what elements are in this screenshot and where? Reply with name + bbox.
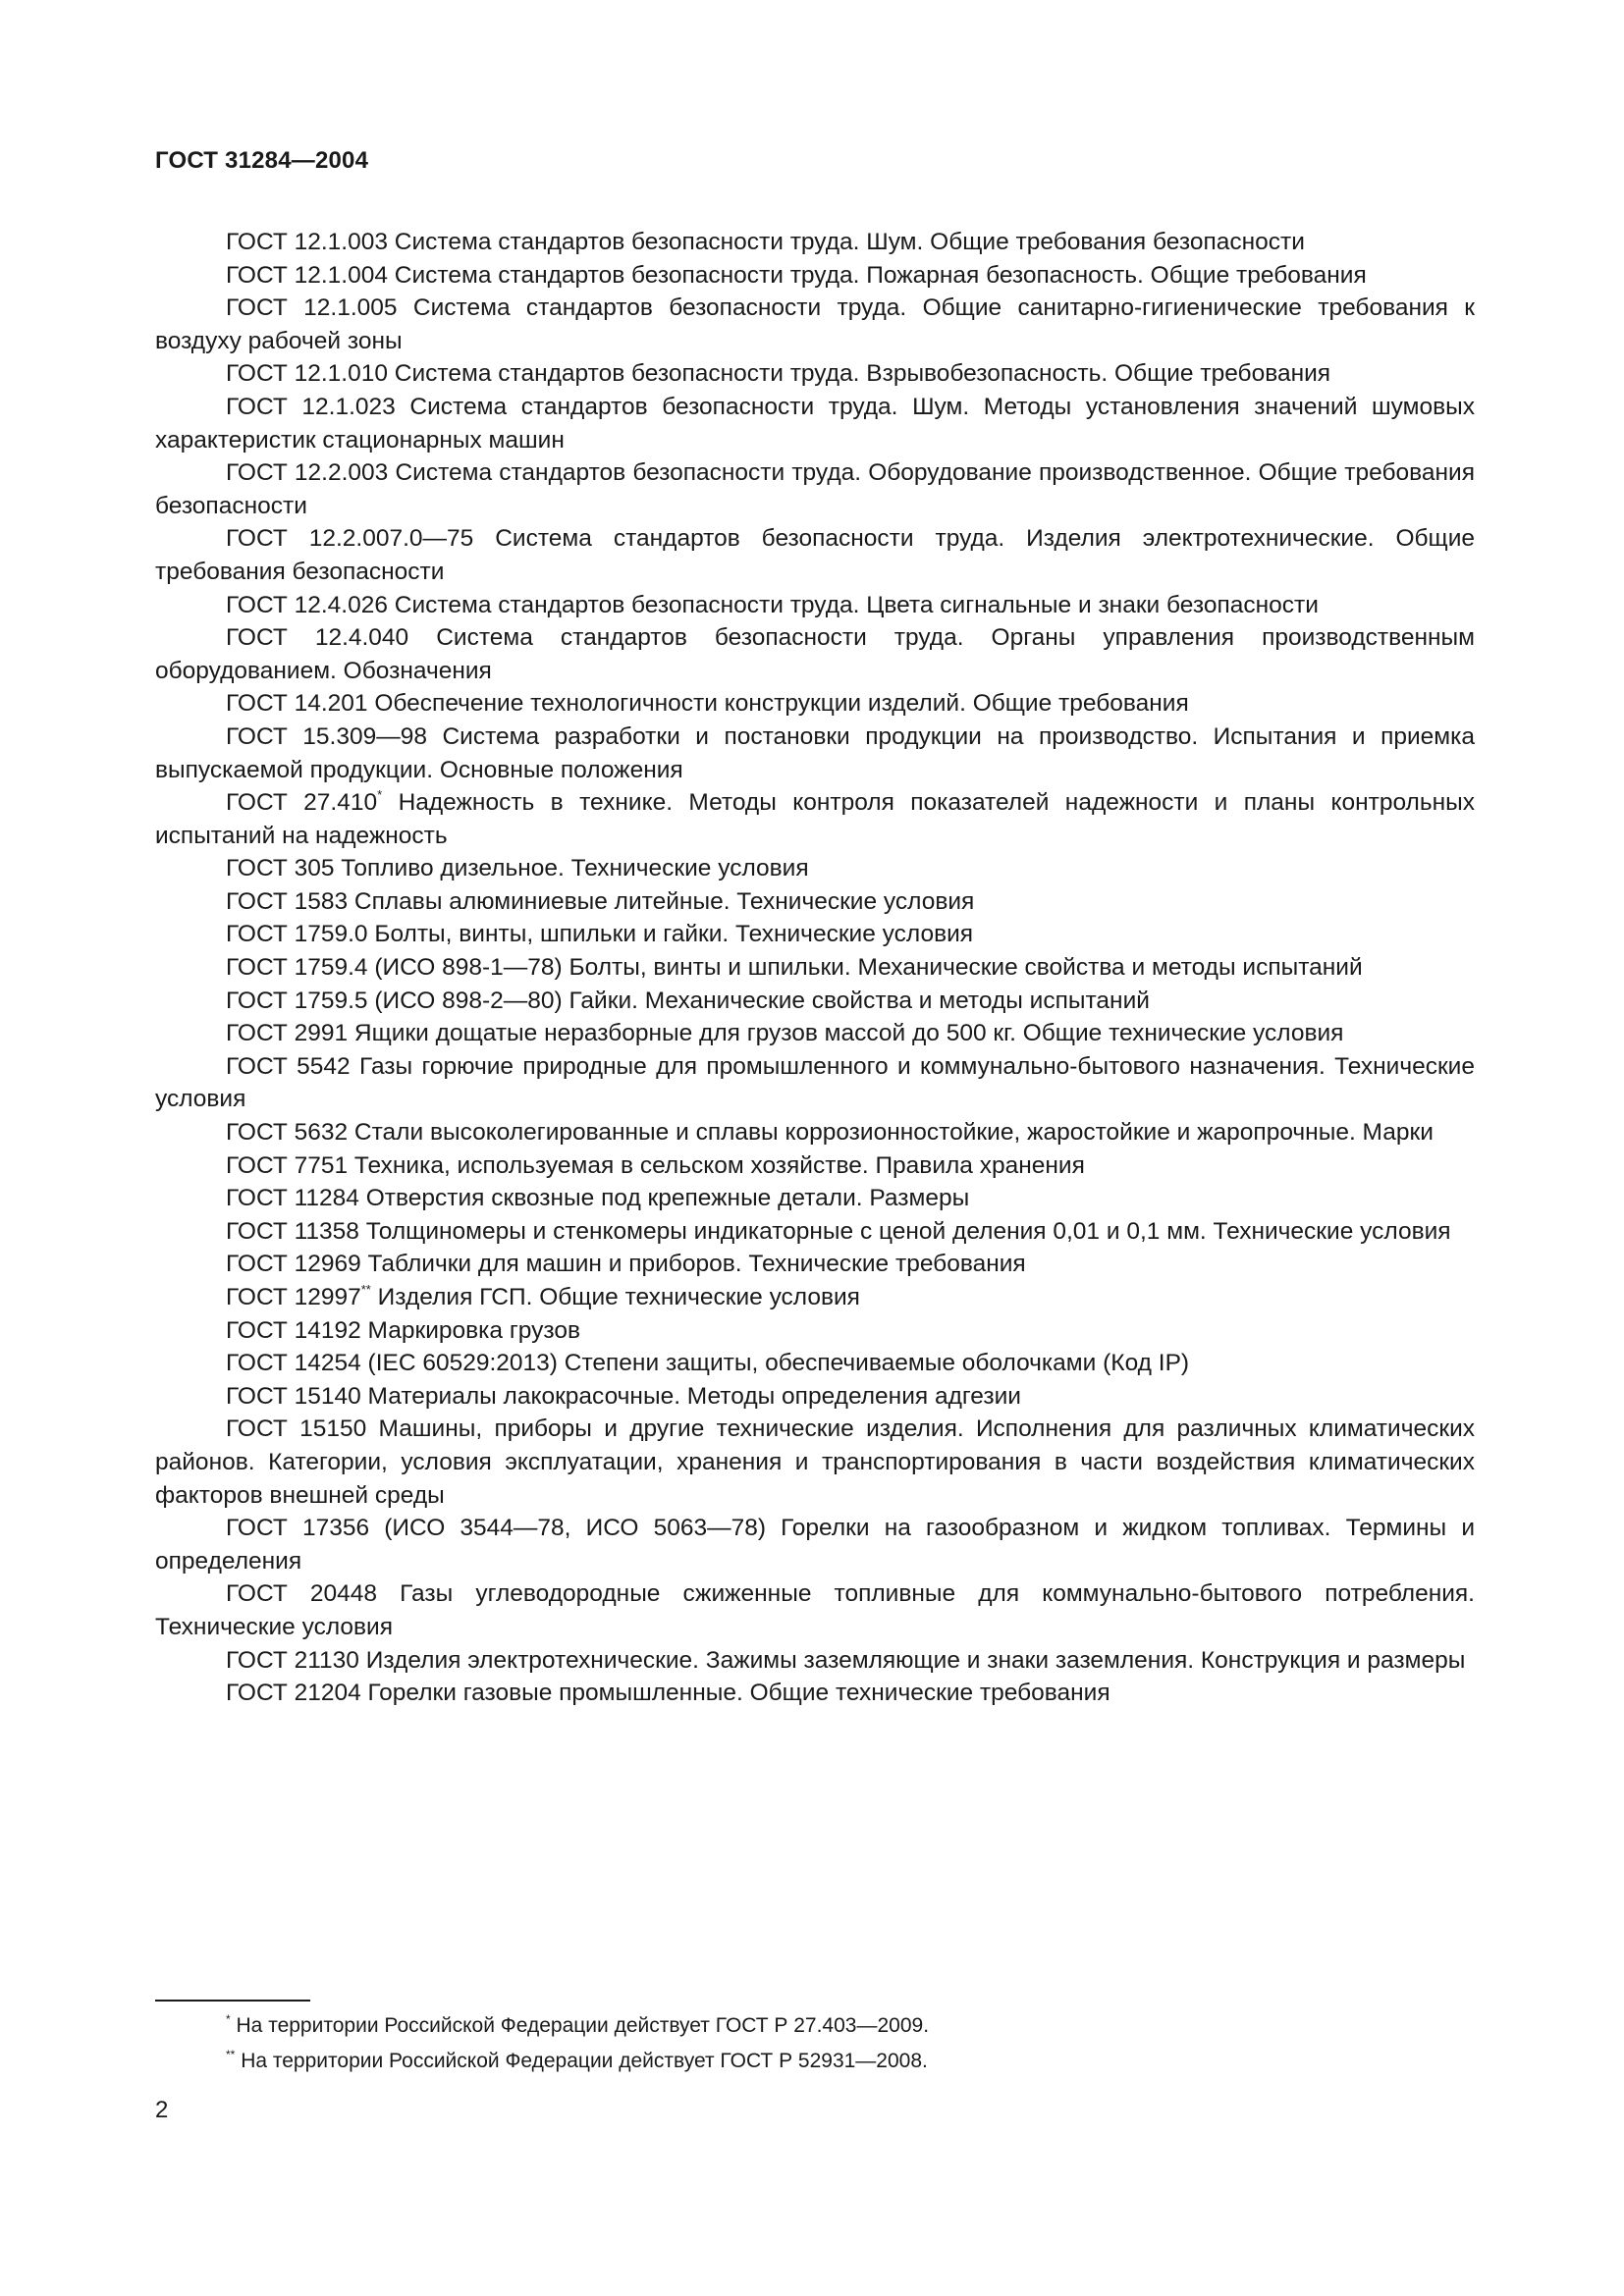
reference-item <box>155 786 1475 852</box>
reference-item <box>155 721 1475 786</box>
reference-item <box>155 522 1475 588</box>
reference-item <box>155 1347 1475 1380</box>
reference-item <box>155 292 1475 357</box>
reference-code: ГОСТ 12.1.003 <box>226 229 388 255</box>
reference-item <box>155 589 1475 622</box>
reference-title: Стали высоколегированные и сплавы коррозионностойкие, жаростойкие и жаропрочные. Марки <box>353 1119 1434 1147</box>
reference-item <box>155 852 1475 885</box>
reference-title: Болты, винты, шпильки и гайки. Технические условия <box>374 921 974 948</box>
reference-title: Ящики дощатые неразборные для грузов массой до 500 кг. Общие технические условия <box>353 1020 1344 1047</box>
reference-code: ГОСТ 12.4.040 <box>226 624 409 652</box>
reference-item <box>155 1149 1475 1183</box>
reference-title: Техника, используемая в сельском хозяйстве. Правила хранения <box>353 1151 1085 1179</box>
reference-code: ГОСТ 14192 <box>226 1316 361 1344</box>
reference-item <box>155 259 1475 293</box>
footnote-separator <box>155 2000 310 2002</box>
footnote-text: На территории Российской Федерации действует ГОСТ Р 27.403—2009. <box>236 2014 930 2037</box>
footnotes <box>226 2008 929 2079</box>
reference-code: ГОСТ 11358 <box>226 1217 359 1245</box>
reference-item <box>155 951 1475 985</box>
footnote-mark: ** <box>360 1282 371 1297</box>
reference-code: ГОСТ 305 <box>226 855 335 882</box>
reference-item <box>155 391 1475 456</box>
reference-title: Горелки газовые промышленные. Общие технические требования <box>367 1680 1110 1707</box>
reference-title: (ИСО 898-1—78) Болты, винты и шпильки. Механические свойства и методы испытаний <box>374 954 1363 982</box>
reference-title: (ИСО 3544—78, ИСО 5063—78) Горелки на газообразном и жидком топливах. Термины и определения <box>155 1515 1476 1575</box>
reference-title: Система стандартов безопасности труда. Общие санитарно-гигиенические требования к воздуху рабочей зоны <box>155 294 1476 354</box>
reference-code: ГОСТ 21204 <box>226 1680 361 1707</box>
reference-code: ГОСТ 15150 <box>226 1415 367 1443</box>
reference-code: ГОСТ 14254 <box>226 1350 361 1377</box>
reference-code: ГОСТ 21130 <box>226 1646 359 1674</box>
reference-code: ГОСТ 12997 <box>226 1284 361 1310</box>
reference-item <box>155 1380 1475 1414</box>
reference-item <box>155 985 1475 1018</box>
reference-code: ГОСТ 7751 <box>226 1151 349 1179</box>
reference-code: ГОСТ 15.309—98 <box>226 722 427 750</box>
reference-code: ГОСТ 12.1.004 <box>226 261 388 289</box>
reference-title: Система стандартов безопасности труда. Пожарная безопасность. Общие требования <box>394 261 1367 289</box>
reference-title: Изделия электротехнические. Зажимы заземляющие и знаки заземления. Конструкция и размеры <box>365 1646 1466 1674</box>
reference-title: Система стандартов безопасности труда. Шум. Методы установления значений шумовых характеристик стационарных машин <box>155 393 1476 454</box>
reference-code: ГОСТ 12.4.026 <box>226 591 388 618</box>
reference-title: Маркировка грузов <box>367 1316 580 1344</box>
reference-title: (ИСО 898-2—80) Гайки. Механические свойства и методы испытаний <box>374 987 1150 1014</box>
reference-item <box>155 687 1475 721</box>
page-number: 2 <box>155 2097 169 2123</box>
reference-title: Топливо дизельное. Технические условия <box>341 855 809 882</box>
reference-item <box>155 1281 1475 1314</box>
footnote-mark: * <box>226 2012 231 2026</box>
reference-item <box>155 1577 1475 1643</box>
reference-item <box>155 226 1475 259</box>
footnote-item <box>226 2044 929 2079</box>
reference-code: ГОСТ 12.1.023 <box>226 393 396 420</box>
reference-code: ГОСТ 11284 <box>226 1185 359 1212</box>
reference-item <box>155 1314 1475 1348</box>
reference-code: ГОСТ 17356 <box>226 1515 370 1542</box>
reference-title: Отверстия сквозные под крепежные детали. Размеры <box>365 1185 970 1212</box>
reference-item <box>155 1215 1475 1249</box>
reference-code: ГОСТ 27.410 <box>226 789 378 817</box>
reference-item <box>155 1248 1475 1281</box>
reference-code: ГОСТ 1759.5 <box>226 987 368 1014</box>
reference-item <box>155 357 1475 391</box>
reference-title: Материалы лакокрасочные. Методы определения адгезии <box>367 1382 1021 1410</box>
reference-code: ГОСТ 12.2.003 <box>226 459 389 487</box>
document-header: ГОСТ 31284—2004 <box>155 147 369 174</box>
reference-code: ГОСТ 14.201 <box>226 690 368 718</box>
footnote-mark: * <box>377 787 383 803</box>
reference-code: ГОСТ 1759.4 <box>226 954 368 982</box>
reference-title: (IEC 60529:2013) Степени защиты, обеспечиваемые оболочками (Код IP) <box>367 1350 1190 1377</box>
reference-code: ГОСТ 2991 <box>226 1020 349 1047</box>
reference-title: Изделия ГСП. Общие технические условия <box>377 1284 860 1310</box>
reference-title: Система стандартов безопасности труда. Шум. Общие требования безопасности <box>394 229 1305 255</box>
reference-code: ГОСТ 1583 <box>226 887 349 915</box>
reference-item <box>155 1512 1475 1577</box>
reference-item <box>155 1017 1475 1050</box>
reference-title: Система стандартов безопасности труда. Изделия электротехнические. Общие требования безопасности <box>155 525 1476 585</box>
reference-item <box>155 621 1475 687</box>
reference-title: Газы углеводородные сжиженные топливные для коммунально-бытового потребления. Технические условия <box>155 1580 1475 1640</box>
reference-item <box>155 1413 1475 1512</box>
reference-code: ГОСТ 12.1.010 <box>226 360 388 388</box>
reference-code: ГОСТ 5542 <box>226 1052 351 1080</box>
reference-item <box>155 1644 1475 1678</box>
reference-code: ГОСТ 20448 <box>226 1580 378 1608</box>
reference-title: Надежность в технике. Методы контроля показателей надежности и планы контрольных испытаний на надежность <box>155 789 1475 849</box>
reference-item <box>155 1116 1475 1149</box>
reference-title: Система стандартов безопасности труда. Оборудование производственное. Общие требования безопасности <box>155 459 1476 519</box>
normative-references-list <box>155 226 1475 1710</box>
reference-title: Толщиномеры и стенкомеры индикаторные с ценой деления 0,01 и 0,1 мм. Технические условия <box>365 1217 1451 1245</box>
reference-title: Газы горючие природные для промышленного и коммунально-бытового назначения. Технические условия <box>155 1052 1475 1113</box>
reference-title: Обеспечение технологичности конструкции изделий. Общие требования <box>374 690 1189 718</box>
reference-title: Система стандартов безопасности труда. Органы управления производственным оборудованием. Обозначения <box>155 624 1475 684</box>
footnote-mark: ** <box>226 2048 236 2061</box>
reference-code: ГОСТ 15140 <box>226 1382 361 1410</box>
reference-item <box>155 885 1475 919</box>
reference-title: Сплавы алюминиевые литейные. Технические условия <box>353 887 975 915</box>
reference-code: ГОСТ 12969 <box>226 1251 361 1278</box>
reference-title: Система стандартов безопасности труда. Цвета сигнальные и знаки безопасности <box>394 591 1319 618</box>
reference-code: ГОСТ 1759.0 <box>226 921 368 948</box>
reference-item <box>155 456 1475 522</box>
reference-title: Машины, приборы и другие технические изделия. Исполнения для различных климатических районов. Категории, условия эксплуатации, хранения и транспортирования в части воздействия климатических факторов внешней среды <box>155 1415 1476 1509</box>
footnote-text: На территории Российской Федерации действует ГОСТ Р 52931—2008. <box>241 2050 928 2072</box>
footnote-item <box>226 2008 929 2044</box>
reference-title: Система стандартов безопасности труда. Взрывобезопасность. Общие требования <box>394 360 1331 388</box>
reference-item <box>155 918 1475 951</box>
reference-title: Система разработки и постановки продукции на производство. Испытания и приемка выпускаемой продукции. Основные положения <box>155 722 1476 783</box>
reference-item <box>155 1182 1475 1215</box>
reference-code: ГОСТ 12.2.007.0—75 <box>226 525 474 553</box>
reference-title: Таблички для машин и приборов. Технические требования <box>367 1251 1026 1278</box>
reference-code: ГОСТ 12.1.005 <box>226 294 398 322</box>
reference-item <box>155 1050 1475 1116</box>
reference-code: ГОСТ 5632 <box>226 1119 349 1147</box>
reference-item <box>155 1677 1475 1710</box>
